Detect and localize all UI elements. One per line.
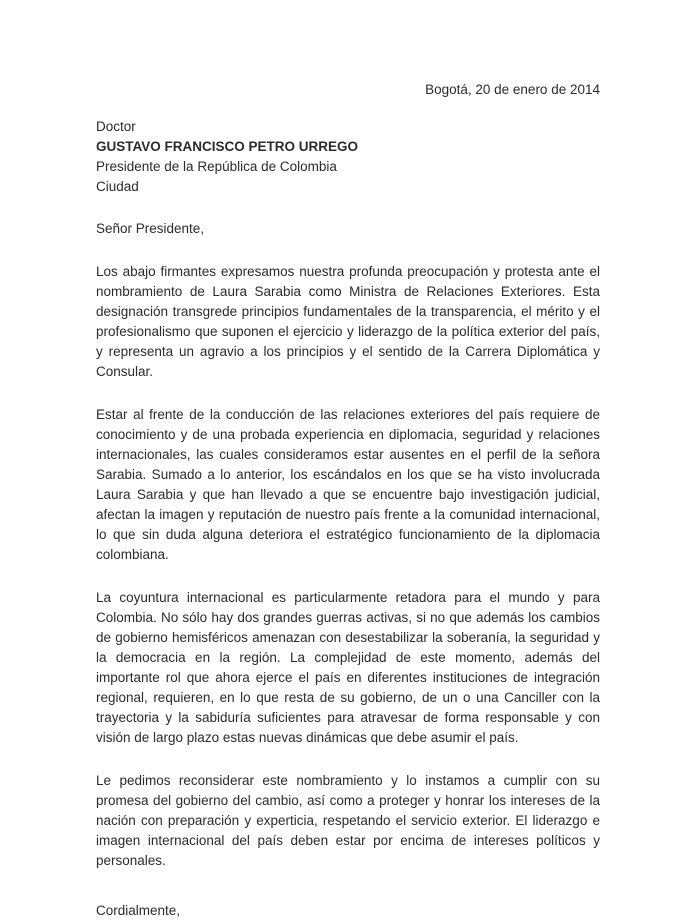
letter-paragraph: Los abajo firmantes expresamos nuestra profunda preocupación y protesta ante el nombramiento de Laura Sarabia como Ministra de Relaciones Exteriores. Esta designación transgrede principios fundamentales de la transparencia, el mérito y el profesionalismo que suponen el ejercicio y liderazgo de la política exterior del país, y representa un agravio a los principios y el sentido de la Carrera Diplomática y Consular. — [96, 264, 600, 379]
recipient-block — [96, 117, 600, 197]
letter-paragraph: Le pedimos reconsiderar este nombramiento y lo instamos a cumplir con su promesa del gobierno del cambio, así como a proteger y honrar los intereses de la nación con preparación y experticia, respetando el servicio exterior. El liderazgo e imagen internacional del país deben estar por encima de intereses políticos y personales. — [96, 773, 600, 868]
recipient-title: Doctor — [96, 119, 136, 134]
letter-paragraph: La coyuntura internacional es particularmente retadora para el mundo y para Colombia. No sólo hay dos grandes guerras activas, si no que además los cambios de gobierno hemisféricos amenazan con desestabilizar la soberanía, la seguridad y la democracia en la región. La complejidad de este momento, además del importante rol que ahora ejerce el país en diferentes instituciones de integración regional, requieren, en lo que resta de su gobierno, de un o una Canciller con la trayectoria y la sabiduría suficientes para atravesar de forma responsable y con visión de largo plazo estas nuevas dinámicas que debe asumir el país. — [96, 590, 600, 745]
recipient-role: Presidente de la República de Colombia — [96, 159, 337, 174]
recipient-city: Ciudad — [96, 179, 139, 194]
letter-closing: Cordialmente, — [96, 903, 181, 918]
letter-date: Bogotá, 20 de enero de 2014 — [425, 82, 600, 97]
recipient-name: GUSTAVO FRANCISCO PETRO URREGO — [96, 139, 359, 154]
letter-paragraph: Estar al frente de la conducción de las relaciones exteriores del país requiere de conocimiento y de una probada experiencia en diplomacia, seguridad y relaciones internacionales, las cuales consideramos estar ausentes en el perfil de la señora Sarabia. Sumado a lo anterior, los escándalos en los que se ha visto involucrada Laura Sarabia y que han llevado a que se encuentre bajo investigación judicial, afectan la imagen y reputación de nuestro país frente a la comunidad internacional, lo que sin duda alguna deteriora el estratégico funcionamiento de la diplomacia colombiana. — [96, 407, 600, 562]
letter-greeting: Señor Presidente, — [96, 221, 205, 236]
